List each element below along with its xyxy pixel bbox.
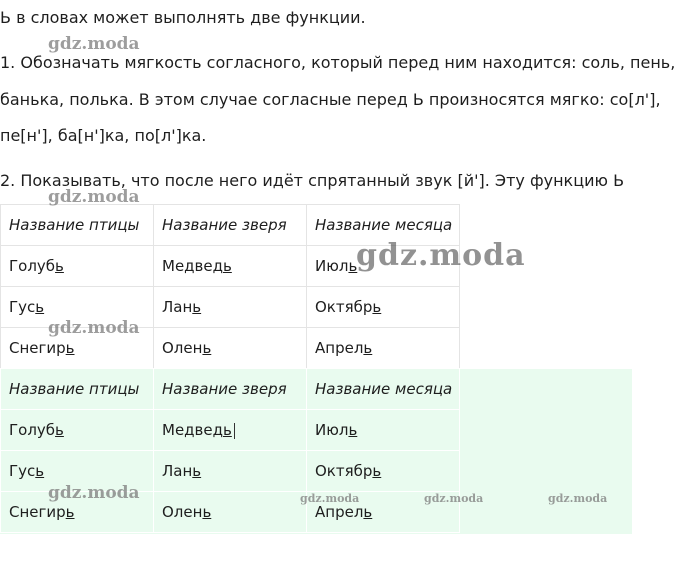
table-cell: Гусь	[1, 287, 154, 328]
table-cell: Гусь	[1, 451, 154, 492]
words-table-1	[0, 204, 460, 369]
header-animal: Название зверя	[154, 205, 307, 246]
table-cell: Октябрь	[307, 451, 460, 492]
header-bird: Название птицы	[1, 369, 154, 410]
header-bird: Название птицы	[1, 205, 154, 246]
table-cell: Апрель	[307, 492, 460, 533]
table-cell: Снегирь	[1, 328, 154, 369]
table-cell: Медведь	[154, 246, 307, 287]
watermark: gdz.moda	[356, 238, 526, 273]
function-2-line-1: 2. Показывать, что после него идёт спрятанный звук [й']. Эту функцию Ь	[0, 171, 625, 190]
watermark: gdz.moda	[48, 483, 140, 503]
function-1-line-2: банька, полька. В этом случае согласные перед Ь произносятся мягко: со[л'],	[0, 90, 661, 109]
table-cell: Лань	[154, 451, 307, 492]
table-cell: Лань	[154, 287, 307, 328]
table-row	[1, 410, 460, 451]
words-table-2	[0, 368, 460, 533]
text-cursor	[234, 423, 235, 439]
table-header-row	[1, 369, 460, 410]
table-cell: Олень	[154, 328, 307, 369]
watermark: gdz.moda	[548, 492, 608, 505]
table-cell: Июль	[307, 410, 460, 451]
header-month: Название месяца	[307, 205, 460, 246]
table-cell: Октябрь	[307, 287, 460, 328]
header-animal: Название зверя	[154, 369, 307, 410]
table-cell: Медведь	[154, 410, 307, 451]
table-cell: Июль	[307, 246, 460, 287]
watermark: gdz.moda	[300, 492, 360, 505]
function-1-line-1: 1. Обозначать мягкость согласного, который перед ним находится: соль, пень,	[0, 53, 676, 72]
table-cell: Голубь	[1, 410, 154, 451]
table-cell: Олень	[154, 492, 307, 533]
function-1-line-3: пе[н'], ба[н']ка, по[л']ка.	[0, 126, 207, 145]
table-cell: Снегирь	[1, 492, 154, 533]
watermark: gdz.moda	[48, 318, 140, 338]
watermark: gdz.moda	[48, 34, 140, 54]
header-month: Название месяца	[307, 369, 460, 410]
intro-text: Ь в словах может выполнять две функции.	[0, 8, 366, 27]
table-cell: Апрель	[307, 328, 460, 369]
watermark: gdz.moda	[424, 492, 484, 505]
watermark: gdz.moda	[48, 187, 140, 207]
table-cell: Голубь	[1, 246, 154, 287]
